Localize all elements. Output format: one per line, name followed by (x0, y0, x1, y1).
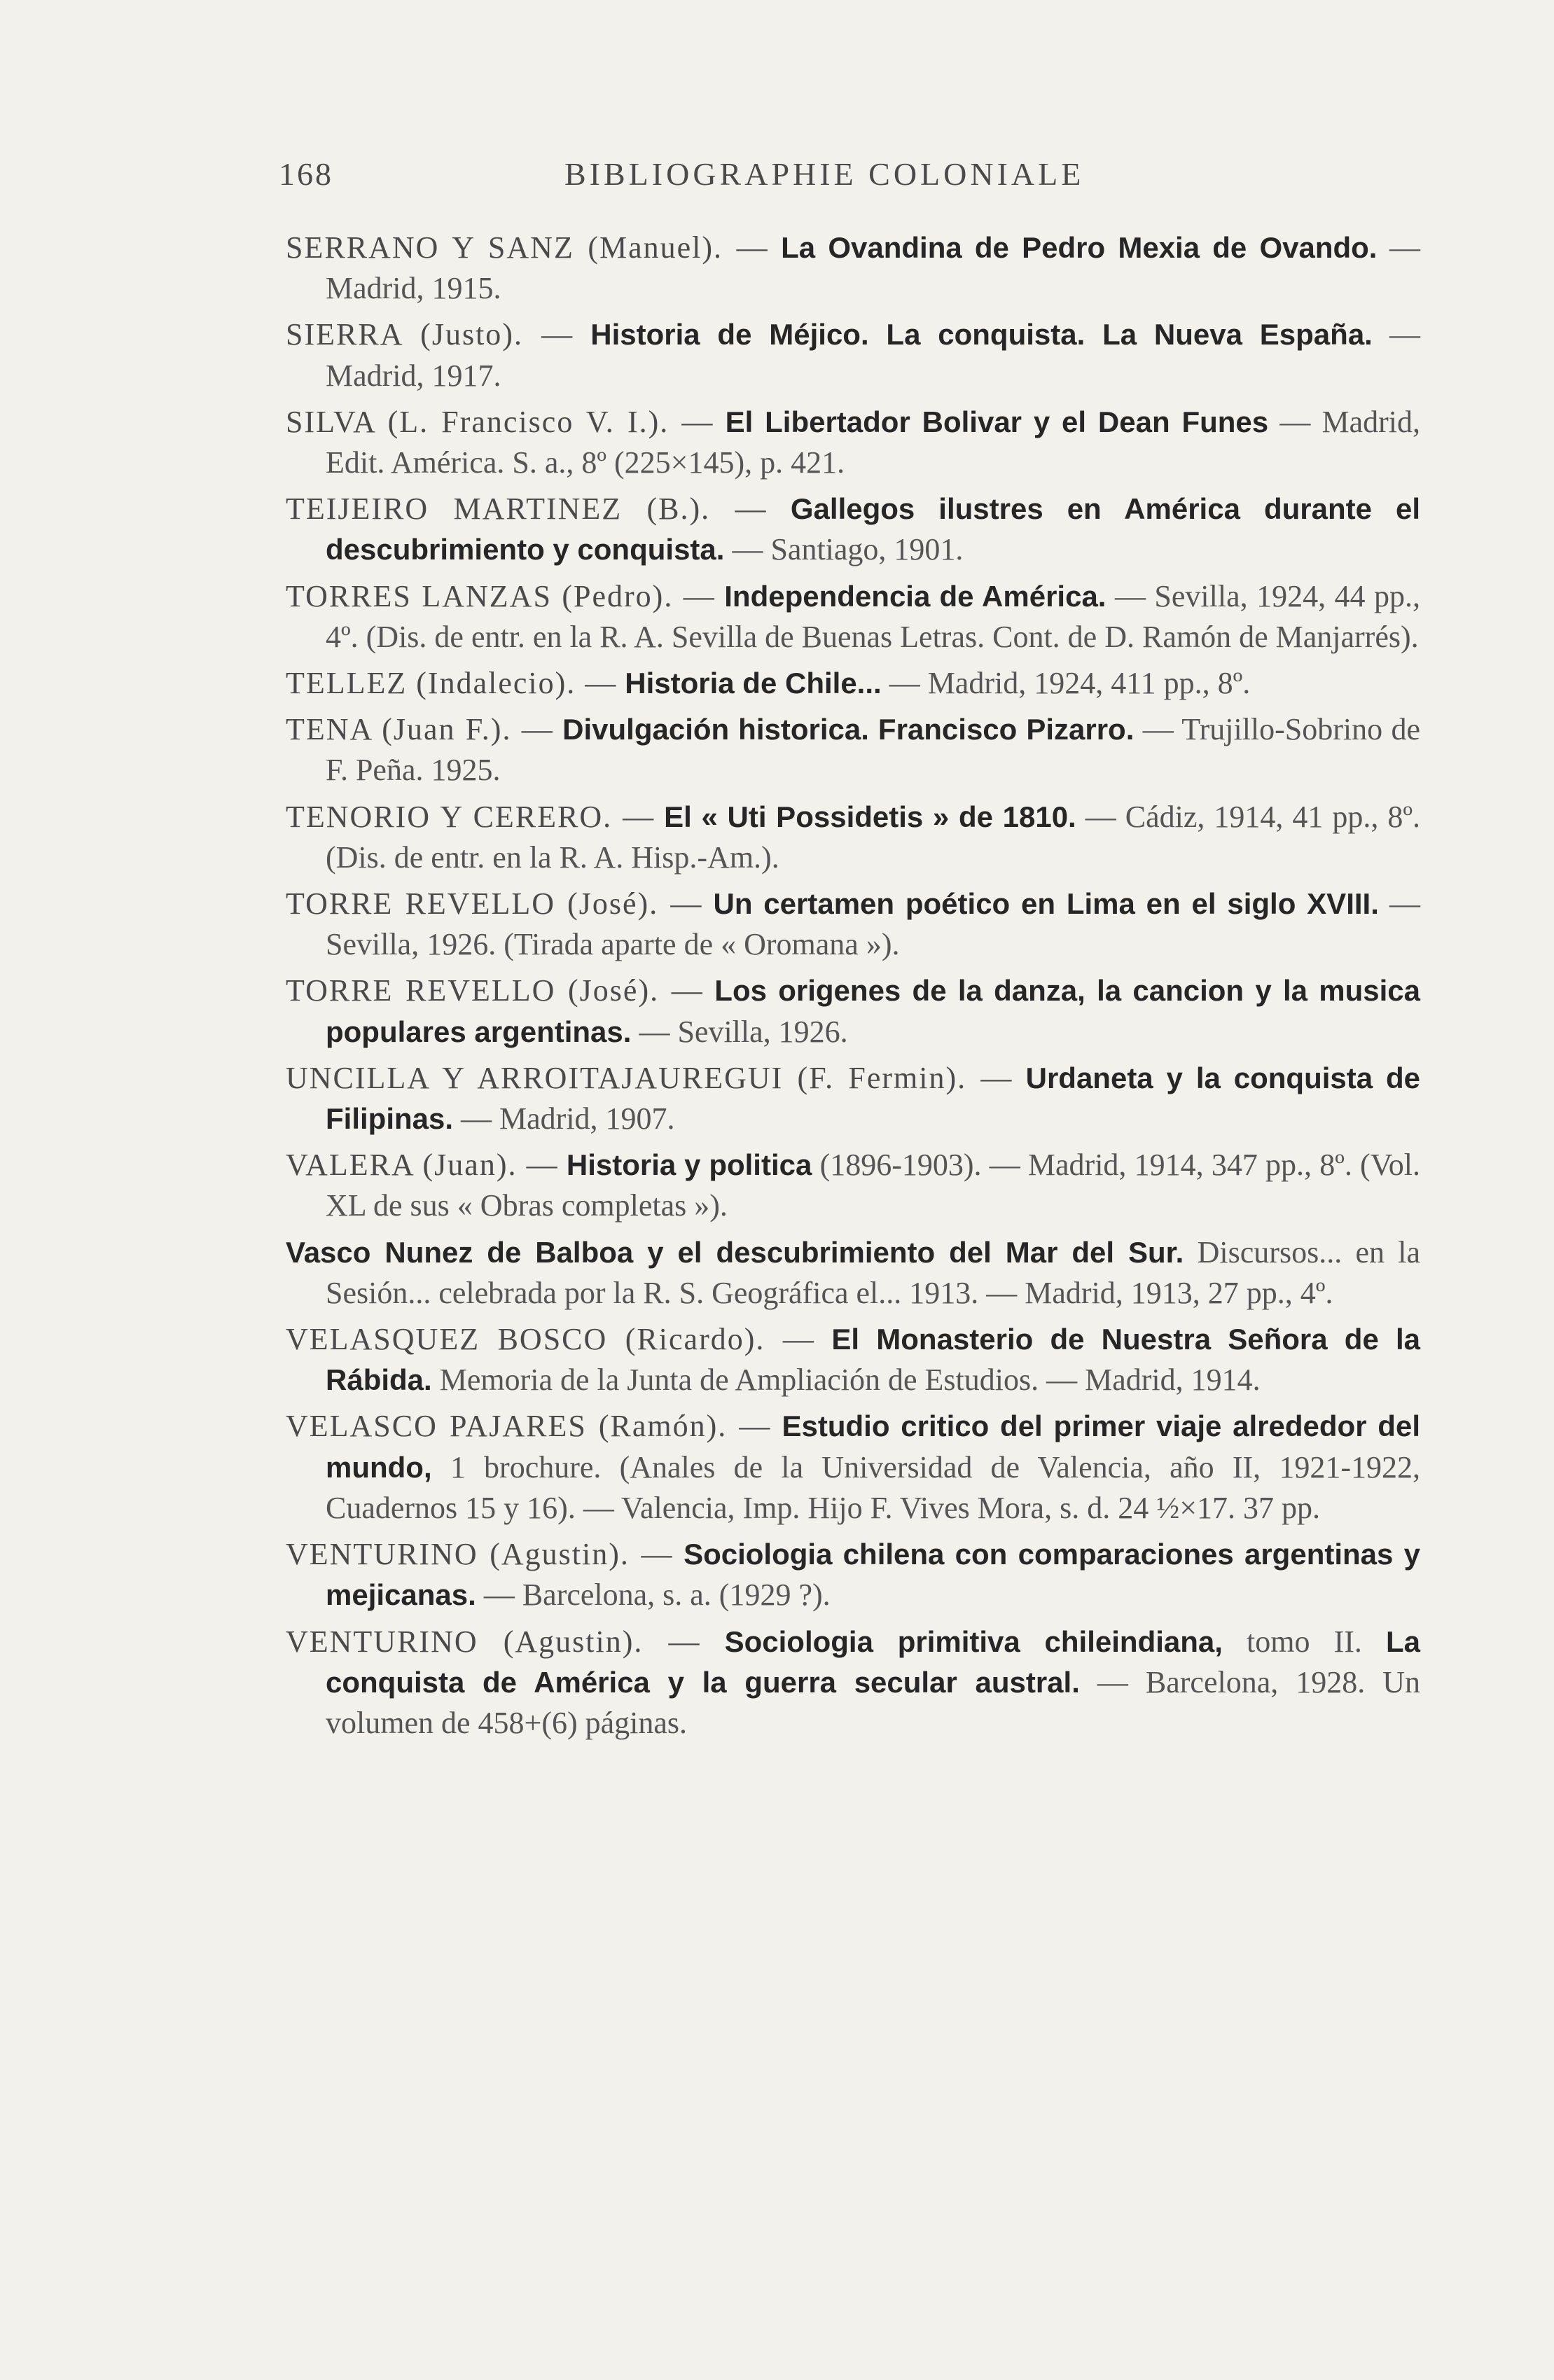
entry-author: TELLEZ (Indalecio). — (286, 666, 618, 701)
entry-author: TEIJEIRO MARTINEZ (B.). — (286, 492, 768, 527)
entry-title: Los origenes de la danza, la cancion y la musica populares argentinas. (326, 974, 1420, 1048)
entry-imprint: — Madrid, 1917. (326, 317, 1420, 393)
entry-imprint: Memoria de la Junta de Ampliación de Estudios. — Madrid, 1914. (439, 1363, 1261, 1398)
entry-title: Un certamen poético en Lima en el siglo XVIII. (713, 887, 1379, 921)
bibliography-entry (286, 1058, 1420, 1139)
entry-title: Sociologia primitiva chileindiana, (724, 1624, 1223, 1658)
entry-author: UNCILLA Y ARROITAJAUREGUI (F. Fermin). — (286, 1060, 1013, 1095)
entry-title: Estudio critico del primer viaje alrededor del mundo, (326, 1410, 1420, 1484)
entry-title: Historia y politica (566, 1148, 812, 1182)
entry-imprint: — Sevilla, 1926. (639, 1014, 848, 1049)
entry-imprint: — Santiago, 1901. (732, 532, 964, 567)
entry-author: VENTURINO (Agustin). — (286, 1537, 674, 1572)
bibliography-entry (286, 1319, 1420, 1400)
bibliography-entry (286, 489, 1420, 570)
entry-author: VELASQUEZ BOSCO (Ricardo). — (286, 1322, 815, 1357)
entry-title: El « Uti Possidetis » de 1810. (664, 800, 1076, 833)
entry-author: TORRE REVELLO (José). — (286, 973, 704, 1008)
entry-title: La Ovandina de Pedro Mexia de Ovando. (781, 231, 1378, 264)
bibliography-entry (286, 970, 1420, 1052)
bibliography-entry (286, 1534, 1420, 1615)
bibliography-entry (286, 884, 1420, 965)
entry-title: Divulgación historica. Francisco Pizarro. (562, 713, 1135, 746)
entry-author: SILVA (L. Francisco V. I.). — (286, 404, 714, 439)
entry-imprint: (1896-1903). — Madrid, 1914, 347 pp., 8º. (Vol. XL de sus « Obras completas »). (326, 1148, 1421, 1223)
entry-title: Vasco Nunez de Balboa y el descubrimiento del Mar del Sur. (286, 1235, 1184, 1269)
entry-imprint: — Barcelona, 1928. Un volumen de 458+(6) páginas. (326, 1664, 1421, 1740)
entry-imprint: — Cádiz, 1914, 41 pp., 8º. (Dis. de entr. en la R. A. Hisp.-Am.). (326, 799, 1420, 875)
entry-title: Historia de Méjico. La conquista. La Nueva España. (590, 318, 1373, 352)
entry-imprint: — Sevilla, 1926. (Tirada aparte de « Oromana »). (326, 886, 1421, 962)
entry-title: La conquista de América y la guerra secular austral. (326, 1624, 1421, 1699)
entry-imprint: — Sevilla, 1924, 44 pp., 4º. (Dis. de entr. en la R. A. Sevilla de Buenas Letras. Cont. de D. Ramón de Manjarrés). (326, 578, 1421, 654)
entry-author: TENA (Juan F.). — (286, 712, 554, 747)
bibliography-entry (286, 709, 1420, 791)
bibliography-entry (286, 314, 1420, 396)
bibliography-entry (286, 1406, 1420, 1529)
entry-author: TORRES LANZAS (Pedro). — (286, 578, 716, 613)
bibliography-entry (286, 663, 1420, 704)
entry-author: VELASCO PAJARES (Ramón). — (286, 1409, 772, 1444)
bibliography-entry (286, 228, 1420, 309)
entry-title: El Libertador Bolivar y el Dean Funes (725, 405, 1269, 438)
entry-imprint: — Madrid, 1907. (461, 1101, 675, 1136)
entry-imprint: — Trujillo-Sobrino de F. Peña. 1925. (326, 712, 1421, 788)
entry-imprint: — Barcelona, s. a. (1929 ?). (483, 1578, 831, 1613)
entry-title: El Monasterio de Nuestra Señora de la Rábida. (326, 1323, 1421, 1397)
entry-title: Urdaneta y la conquista de Filipinas. (326, 1061, 1421, 1136)
entry-imprint: — Madrid, Edit. América. S. a., 8º (225×145), p. 421. (326, 404, 1421, 480)
entry-imprint: — Madrid, 1924, 411 pp., 8º. (889, 666, 1251, 701)
bibliography-entry (286, 797, 1420, 878)
entry-author: TORRE REVELLO (José). — (286, 886, 703, 921)
entry-title: Gallegos ilustres en América durante el descubrimiento y conquista. (326, 492, 1420, 566)
entry-title: Independencia de América. (724, 579, 1106, 613)
entry-title: Historia de Chile... (625, 667, 882, 700)
entry-title: Sociologia chilena con comparaciones argentinas y mejicanas. (326, 1538, 1420, 1612)
bibliography-entry (286, 576, 1420, 657)
entry-author: TENORIO Y CERERO. — (286, 799, 655, 834)
entry-imprint: — Madrid, 1915. (326, 230, 1421, 306)
bibliography-entry (286, 1145, 1420, 1226)
entry-author: SIERRA (Justo). — (286, 317, 574, 352)
running-title: BIBLIOGRAPHIE COLONIALE (564, 156, 1085, 192)
page-number: 168 (279, 156, 333, 192)
entry-author: VENTURINO (Agustin). — (286, 1624, 701, 1659)
bibliography-entry (286, 1622, 1420, 1744)
entry-imprint: tomo II. (1247, 1624, 1362, 1659)
bibliography-entry (286, 1232, 1420, 1314)
entry-imprint: 1 brochure. (Anales de la Universidad de Valencia, año II, 1921-1922, Cuadernos 15 y 16). — Valencia, Imp. Hijo F. Vives Mora, s. d. 24 ½×17. 37 pp. (326, 1449, 1421, 1525)
entry-imprint: Discursos... en la Sesión... celebrada por la R. S. Geográfica el... 1913. — Madrid, 1913, 27 pp., 4º. (326, 1234, 1421, 1310)
entry-author: VALERA (Juan). — (286, 1148, 559, 1183)
bibliography-list (286, 228, 1420, 1749)
bibliography-entry (286, 402, 1420, 483)
entry-author: SERRANO Y SANZ (Manuel). — (286, 230, 769, 265)
